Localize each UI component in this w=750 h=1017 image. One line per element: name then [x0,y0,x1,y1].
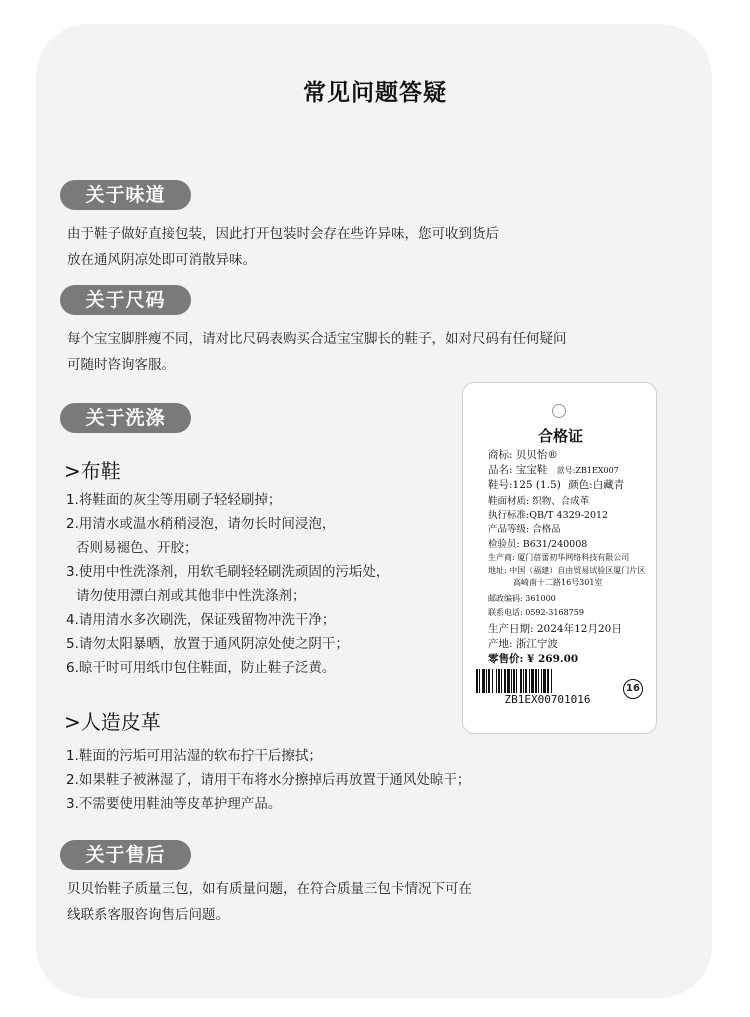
list-item: 3.不需要使用鞋油等皮革护理产品。 [66,796,282,812]
size-line: 可随时咨询客服。 [67,357,175,373]
barcode-bar [551,669,552,693]
tag-material: 鞋面材质: 织物、合成革 [488,496,590,507]
section-label-smell: 关于味道 [60,180,191,210]
barcode-bar [479,669,480,693]
barcode-bar [482,669,485,693]
barcode-bar [504,669,506,693]
tag-size-row [488,477,624,492]
barcode-bar [516,669,517,693]
tag-color: 颜色:白藏青 [568,479,625,491]
size-mark-badge: 16 [623,679,643,699]
size-text [67,326,567,378]
barcode-bar [476,669,478,693]
tag-phone: 联系电话: 0592-3168759 [488,608,584,617]
list-item: 否则易褪色、开胶； [76,540,198,556]
list-item: 请勿使用漂白剂或其他非中性洗涤剂； [76,588,306,604]
list-item: 1.将鞋面的灰尘等用刷子轻轻刷掉； [66,492,282,508]
tag-origin: 产地: 浙江宁波 [488,638,558,650]
tag-inspector: 检验员: B631/240008 [488,539,588,550]
barcode-bar [538,669,539,693]
barcode-bar [501,669,502,693]
cloth-shoe-heading: >布鞋 [64,459,121,483]
tag-address: 地址: 中国（福建）自由贸易试验区厦门片区 [488,566,646,575]
cloth-shoe-list [66,488,389,680]
tag-title: 合格证 [537,427,583,445]
list-item: 2.如果鞋子被淋湿了，请用干布将水分擦掉后再放置于通风处晾干； [66,772,471,788]
list-item: 6.晾干时可用纸巾包住鞋面，防止鞋子泛黄。 [66,660,336,676]
barcode-bar [543,669,546,693]
smell-text [67,221,499,273]
list-item: 4.请用清水多次刷洗，保证残留物冲洗干净； [66,612,336,628]
tag-hole [552,404,566,418]
barcode-text: ZB1EX00701016 [504,693,591,706]
tag-model: 款号:ZB1EX007 [556,466,619,475]
tag-product: 品名: 宝宝鞋 [488,464,548,476]
smell-line: 放在通风阴凉处即可消散异味。 [67,252,256,268]
barcode-bar [496,669,497,693]
tag-price: 零售价: ¥ 269.00 [488,653,579,665]
list-item: 2.用清水或温水稍稍浸泡，请勿长时间浸泡， [66,516,336,532]
barcode-bar [492,669,493,693]
barcode-bar [498,669,500,693]
section-label-washing: 关于洗涤 [60,403,191,433]
leather-list [66,744,470,816]
barcode-bar [531,669,534,693]
barcode-bar [513,669,515,693]
after-sales-line: 线联系客服咨询售后问题。 [67,907,229,923]
section-label-size: 关于尺码 [60,285,191,315]
list-item: 1.鞋面的污垢可用沾湿的软布拧干后擦拭； [66,748,322,764]
tag-product-row [488,462,619,477]
barcode-bar [529,669,530,693]
tag-address-2: 高崎南十二路16号301室 [513,578,603,587]
barcode-bar [520,669,522,693]
size-line: 每个宝宝脚胖瘦不同，请对比尺码表购买合适宝宝脚长的鞋子，如对尺码有任何疑问 [67,331,567,347]
section-label-after-sales: 关于售后 [60,840,191,870]
certificate-hang-tag [462,382,657,734]
barcode-bar [525,669,527,693]
page-title: 常见问题答疑 [303,80,447,106]
after-sales-text [67,876,472,928]
tag-postcode: 邮政编码: 361000 [488,594,556,603]
list-item: 5.请勿太阳暴晒，放置于通风阴凉处使之阴干； [66,636,349,652]
barcode-bar [541,669,542,693]
tag-manufacturer: 生产商: 厦门蓓蕾初华网络科技有限公司 [488,553,630,562]
barcode-bar [511,669,512,693]
barcode-bar [535,669,537,693]
list-item: 3.使用中性洗涤剂，用软毛刷轻轻刷洗顽固的污垢处， [66,564,390,580]
barcode-bar [547,669,549,693]
leather-heading: >人造皮革 [64,710,161,734]
tag-shoe-size: 鞋号:125 (1.5) [488,479,561,491]
tag-standard: 执行标准:QB/T 4329-2012 [488,510,609,521]
smell-line: 由于鞋子做好直接包装，因此打开包装时会存在些许异味，您可收到货后 [67,226,499,242]
barcode [476,669,619,693]
barcode-bar [523,669,524,693]
barcode-bar [486,669,487,693]
tag-date: 生产日期: 2024年12月20日 [488,623,622,635]
after-sales-line: 贝贝怡鞋子质量三包，如有质量问题，在符合质量三包卡情况下可在 [67,881,472,897]
tag-grade: 产品等级: 合格品 [488,524,561,535]
tag-brand: 商标: 贝贝怡® [488,449,558,461]
barcode-bar [488,669,490,693]
barcode-bar [507,669,510,693]
